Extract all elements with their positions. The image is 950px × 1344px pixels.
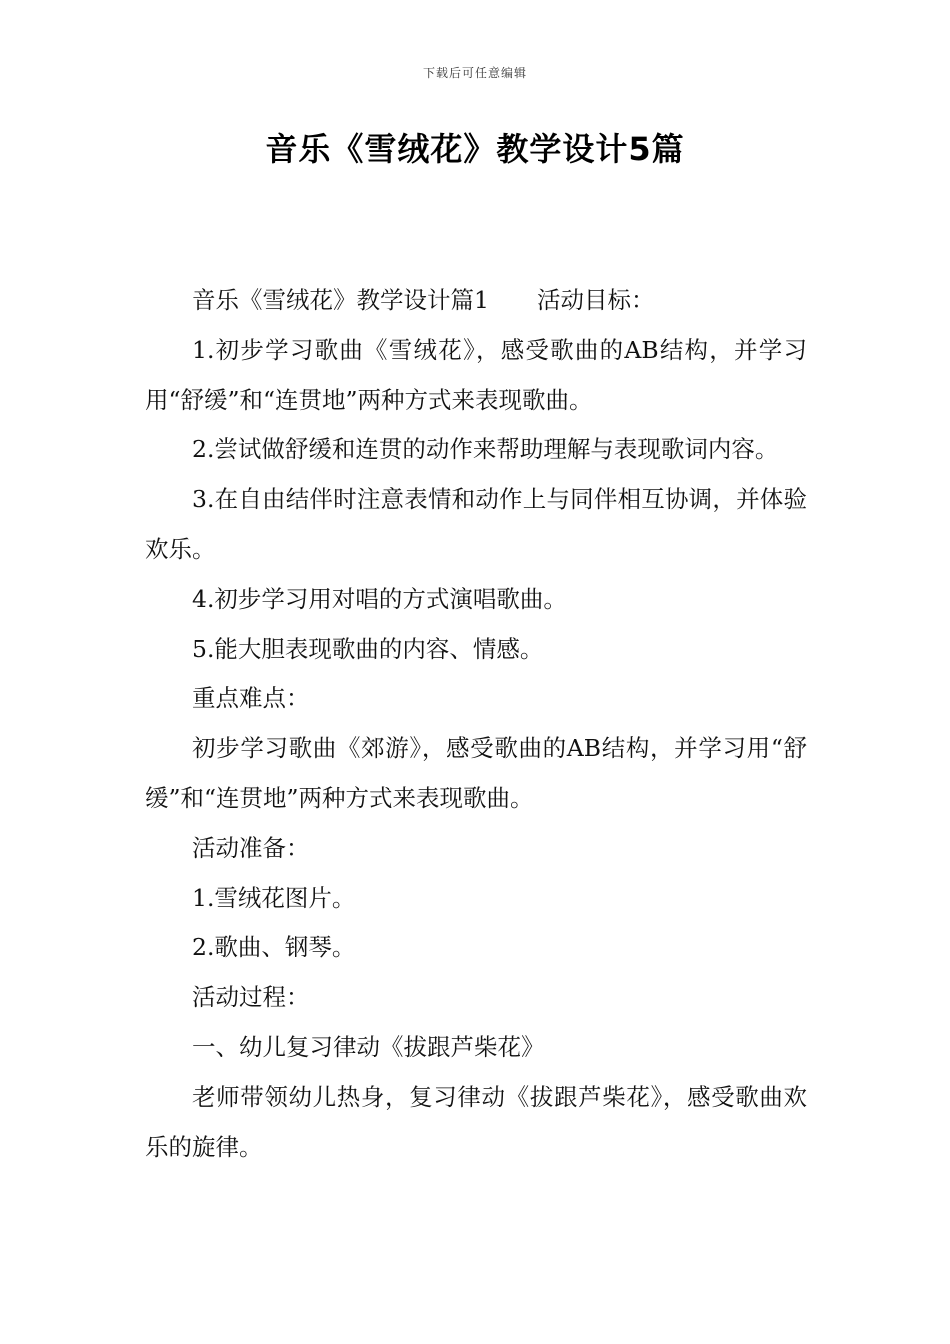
- document-body: [145, 276, 807, 1172]
- section-subheading: 活动目标：: [536, 286, 655, 314]
- process-heading: 活动过程：: [192, 983, 310, 1012]
- objective-3: 3.在自由结伴时注意表情和动作上与同伴相互协调，并体验欢乐。: [145, 485, 807, 563]
- preparation-1: 1.雪绒花图片。: [192, 883, 356, 912]
- document-title: 音乐《雪绒花》教学设计5篇: [265, 130, 685, 168]
- section-heading-line: [145, 276, 807, 326]
- preparation-2: 2.歌曲、钢琴。: [192, 933, 356, 962]
- header-note: 下载后可任意编辑: [422, 66, 527, 80]
- key-points-heading: 重点难点：: [192, 684, 310, 713]
- section-heading: 音乐《雪绒花》教学设计篇1: [192, 286, 489, 314]
- objective-5: 5.能大胆表现歌曲的内容、情感。: [192, 634, 544, 663]
- preparation-heading: 活动准备：: [192, 833, 310, 862]
- process-step-1-text: 老师带领幼儿热身，复习律动《拔跟芦柴花》，感受歌曲欢乐的旋律。: [145, 1082, 807, 1161]
- key-points-text: 初步学习歌曲《郊游》，感受歌曲的AB结构，并学习用“舒缓”和“连贯地”两种方式来表现歌曲。: [145, 734, 807, 812]
- objective-2: 2.尝试做舒缓和连贯的动作来帮助理解与表现歌词内容。: [192, 435, 779, 464]
- objective-4: 4.初步学习用对唱的方式演唱歌曲。: [192, 584, 567, 613]
- process-step-1: 一、幼儿复习律动《拔跟芦柴花》: [192, 1032, 545, 1061]
- objective-1: 1.初步学习歌曲《雪绒花》，感受歌曲的AB结构，并学习用“舒缓”和“连贯地”两种方式来表现歌曲。: [145, 335, 807, 414]
